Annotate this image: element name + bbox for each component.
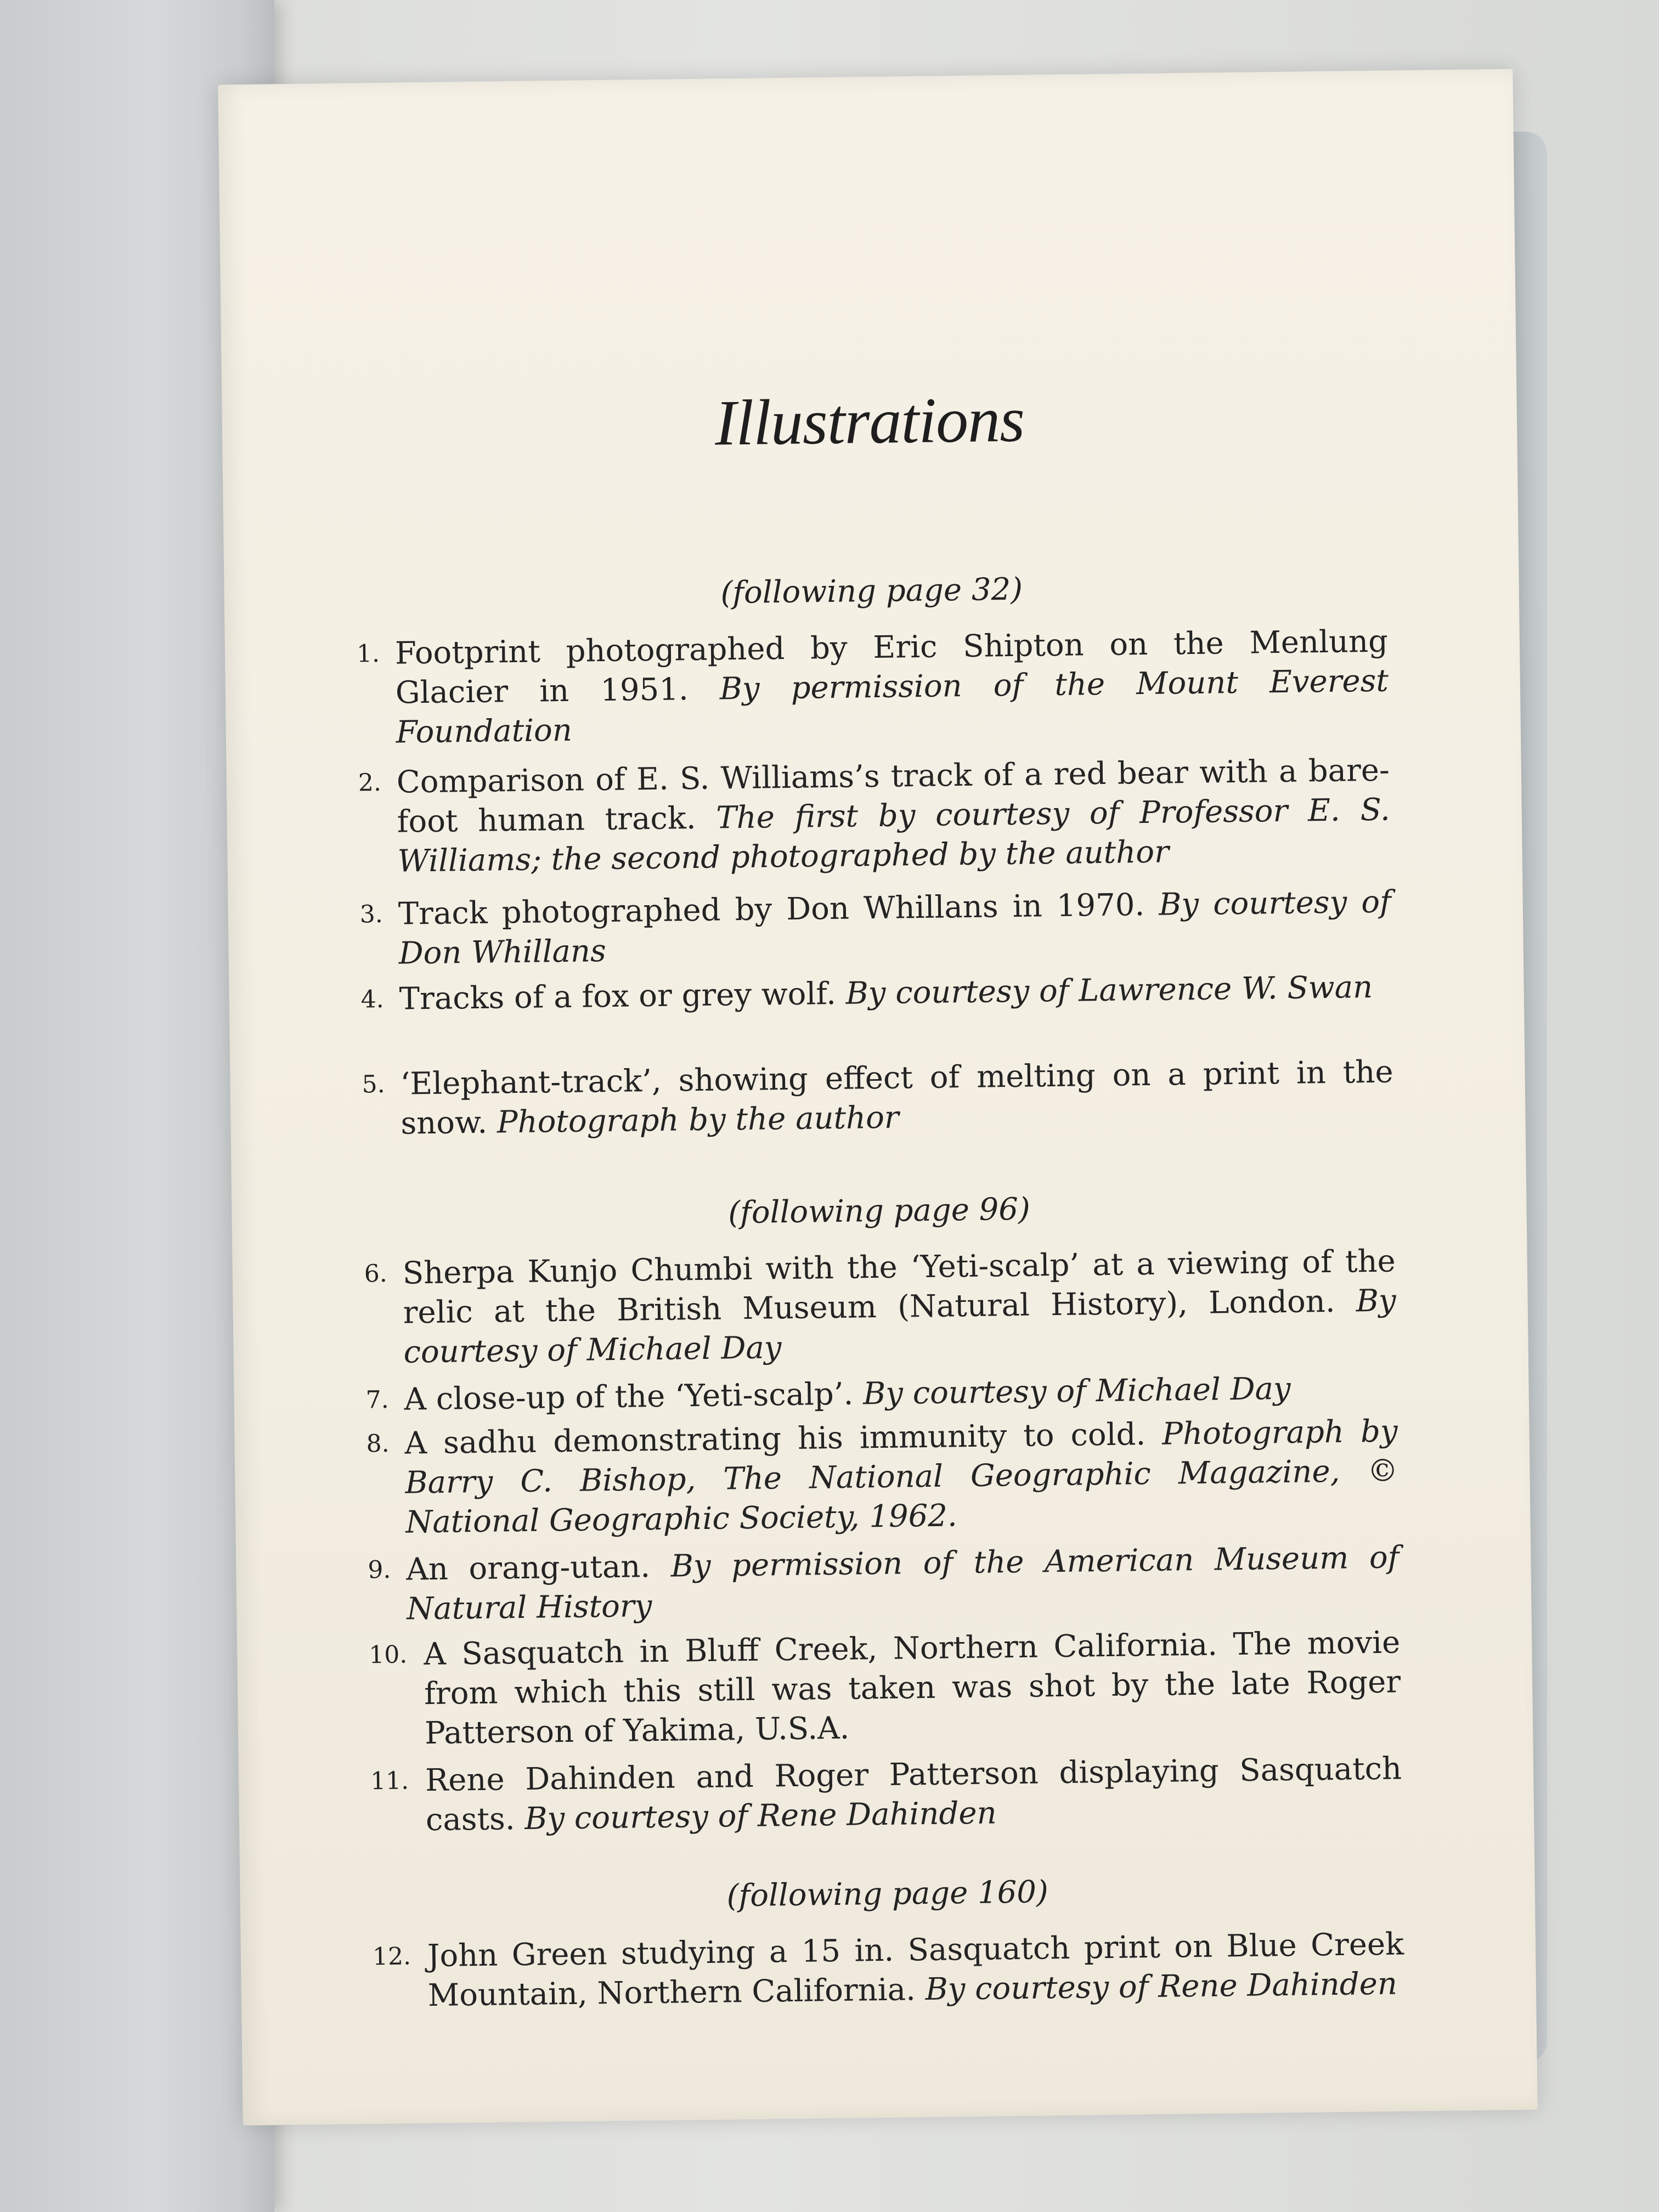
item-number: 2. — [358, 769, 382, 797]
section-heading: (following page 32) — [720, 571, 1023, 611]
list-item — [369, 1623, 1401, 1754]
item-caption: Footprint photographed by Eric Shipton on the Menlung Glacier in 1951. — [394, 623, 1389, 711]
item-credit: By courtesy of Michael Day — [862, 1370, 1291, 1412]
item-credit: By permission of the American Museum of Natural History — [406, 1539, 1400, 1627]
list-item — [373, 1925, 1405, 2016]
item-credit: By courtesy of Lawrence W. Swan — [845, 969, 1373, 1012]
list-item — [359, 883, 1392, 974]
item-caption: A close-up of the ‘Yeti-scalp’. — [404, 1376, 854, 1418]
item-number: 4. — [360, 985, 385, 1014]
item-caption: Sherpa Kunjo Chumbi with the ‘Yeti-scalp’ at a viewing of the relic at the British Museum (Natural History), London. — [402, 1243, 1396, 1331]
list-item — [360, 968, 1392, 1020]
section-heading: (following page 96) — [727, 1191, 1031, 1231]
section-heading: (following page 160) — [726, 1874, 1049, 1914]
list-item — [365, 1368, 1397, 1420]
item-number: 10. — [369, 1640, 408, 1669]
item-caption: Tracks of a fox or grey wolf. — [399, 975, 837, 1017]
item-caption: A sadhu demonstrating his immunity to cold. — [404, 1417, 1146, 1462]
item-credit: By courtesy of Rene Dahinden — [524, 1795, 997, 1837]
item-credit: By permission of the Mount Everest Foundation — [396, 663, 1389, 751]
item-number: 6. — [364, 1259, 388, 1288]
item-credit: Photograph by the author — [496, 1099, 899, 1141]
list-item — [357, 622, 1389, 753]
item-caption: Comparison of E. S. Williams’s track of a red bear with a bare-foot human track. — [396, 752, 1390, 840]
item-number: 8. — [366, 1429, 390, 1458]
item-caption: Rene Dahinden and Roger Patterson displaying Sasquatch casts. — [425, 1751, 1402, 1838]
item-caption: An orang-utan. — [406, 1549, 651, 1588]
item-credit: The first by courtesy of Professor E. S. Williams; the second photographed by the author — [397, 792, 1391, 879]
item-credit: Photograph by Barry C. Bishop, The National Geographic Magazine, © National Geographic Society, 1962. — [405, 1413, 1398, 1541]
list-item — [366, 1412, 1398, 1543]
list-item — [362, 1053, 1394, 1144]
list-item — [358, 751, 1390, 882]
book-page — [218, 69, 1537, 2126]
item-number: 3. — [359, 900, 383, 929]
item-number: 1. — [356, 640, 380, 668]
item-number: 9. — [368, 1555, 391, 1584]
item-credit: By courtesy of Rene Dahinden — [925, 1966, 1398, 2008]
item-number: 7. — [365, 1385, 389, 1414]
item-number: 12. — [372, 1942, 411, 1971]
item-caption: A Sasquatch in Bluff Creek, Northern California. The movie from which this still was taken was shot by the late Roger Patterson of Yakima, U.S.A. — [423, 1624, 1401, 1752]
item-credit: By courtesy of Michael Day — [403, 1283, 1396, 1370]
item-number: 11. — [370, 1767, 409, 1796]
item-caption: Track photographed by Don Whillans in 1970. — [398, 887, 1145, 932]
item-number: 5. — [362, 1070, 385, 1099]
list-item — [370, 1749, 1403, 1841]
item-caption: John Green studying a 15 in. Sasquatch print on Blue Creek Mountain, Northern California. — [427, 1926, 1404, 2014]
list-item — [364, 1242, 1396, 1373]
item-credit: By courtesy of Don Whillans — [398, 884, 1392, 972]
item-caption: ‘Elephant-track’, showing effect of melting on a print in the snow. — [400, 1054, 1393, 1142]
page-title: Illustrations — [714, 383, 1025, 459]
list-item — [368, 1538, 1400, 1629]
